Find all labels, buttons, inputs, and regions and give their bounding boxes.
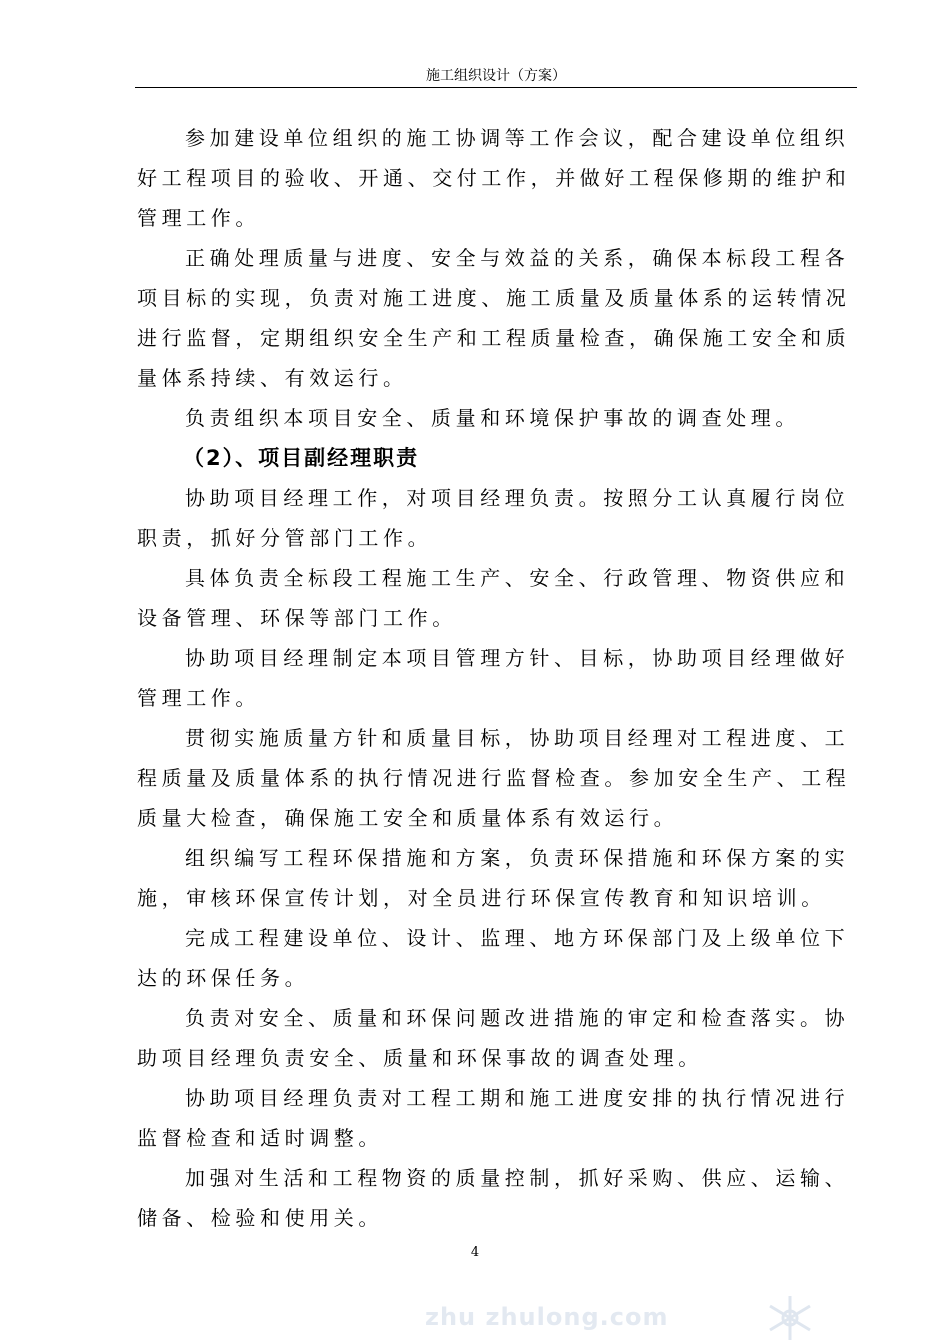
paragraph: 加强对生活和工程物资的质量控制，抓好采购、供应、运输、储备、检验和使用关。 bbox=[137, 1166, 850, 1230]
snowflake-logo-icon bbox=[760, 1290, 820, 1344]
paragraph: 贯彻实施质量方针和质量目标，协助项目经理对工程进度、工程质量及质量体系的执行情况进行监督检查。参加安全生产、工程质量大检查，确保施工安全和质量体系有效运行。 bbox=[137, 726, 851, 830]
document-body bbox=[137, 118, 859, 1238]
section-heading: （2）、项目副经理职责 bbox=[183, 446, 420, 470]
paragraph: 协助项目经理制定本项目管理方针、目标，协助项目经理做好管理工作。 bbox=[137, 646, 850, 710]
page-header: 施工组织设计（方案） bbox=[426, 68, 566, 84]
paragraph: 组织编写工程环保措施和方案，负责环保措施和环保方案的实施，审核环保宣传计划，对全员进行环保宣传教育和知识培训。 bbox=[137, 846, 850, 910]
paragraph: 协助项目经理负责对工程工期和施工进度安排的执行情况进行监督检查和适时调整。 bbox=[137, 1086, 850, 1150]
paragraph: 参加建设单位组织的施工协调等工作会议，配合建设单位组织好工程项目的验收、开通、交付工作，并做好工程保修期的维护和管理工作。 bbox=[137, 126, 851, 230]
header-divider bbox=[135, 87, 857, 88]
paragraph: 完成工程建设单位、设计、监理、地方环保部门及上级单位下达的环保任务。 bbox=[137, 926, 850, 990]
paragraph: 协助项目经理工作，对项目经理负责。按照分工认真履行岗位职责，抓好分管部门工作。 bbox=[137, 486, 850, 550]
paragraph: 正确处理质量与进度、安全与效益的关系，确保本标段工程各项目标的实现，负责对施工进度、施工质量及质量体系的运转情况进行监督，定期组织安全生产和工程质量检查，确保施工安全和质量体系持续、有效运行。 bbox=[137, 246, 851, 390]
page-number: 4 bbox=[470, 1245, 480, 1260]
paragraph: 负责组织本项目安全、质量和环境保护事故的调查处理。 bbox=[185, 406, 800, 430]
paragraph: 负责对安全、质量和环保问题改进措施的审定和检查落实。协助项目经理负责安全、质量和环保事故的调查处理。 bbox=[137, 1006, 850, 1070]
paragraph: 具体负责全标段工程施工生产、安全、行政管理、物资供应和设备管理、环保等部门工作。 bbox=[137, 566, 850, 630]
watermark-text: zhu zhulong.com bbox=[425, 1303, 669, 1331]
